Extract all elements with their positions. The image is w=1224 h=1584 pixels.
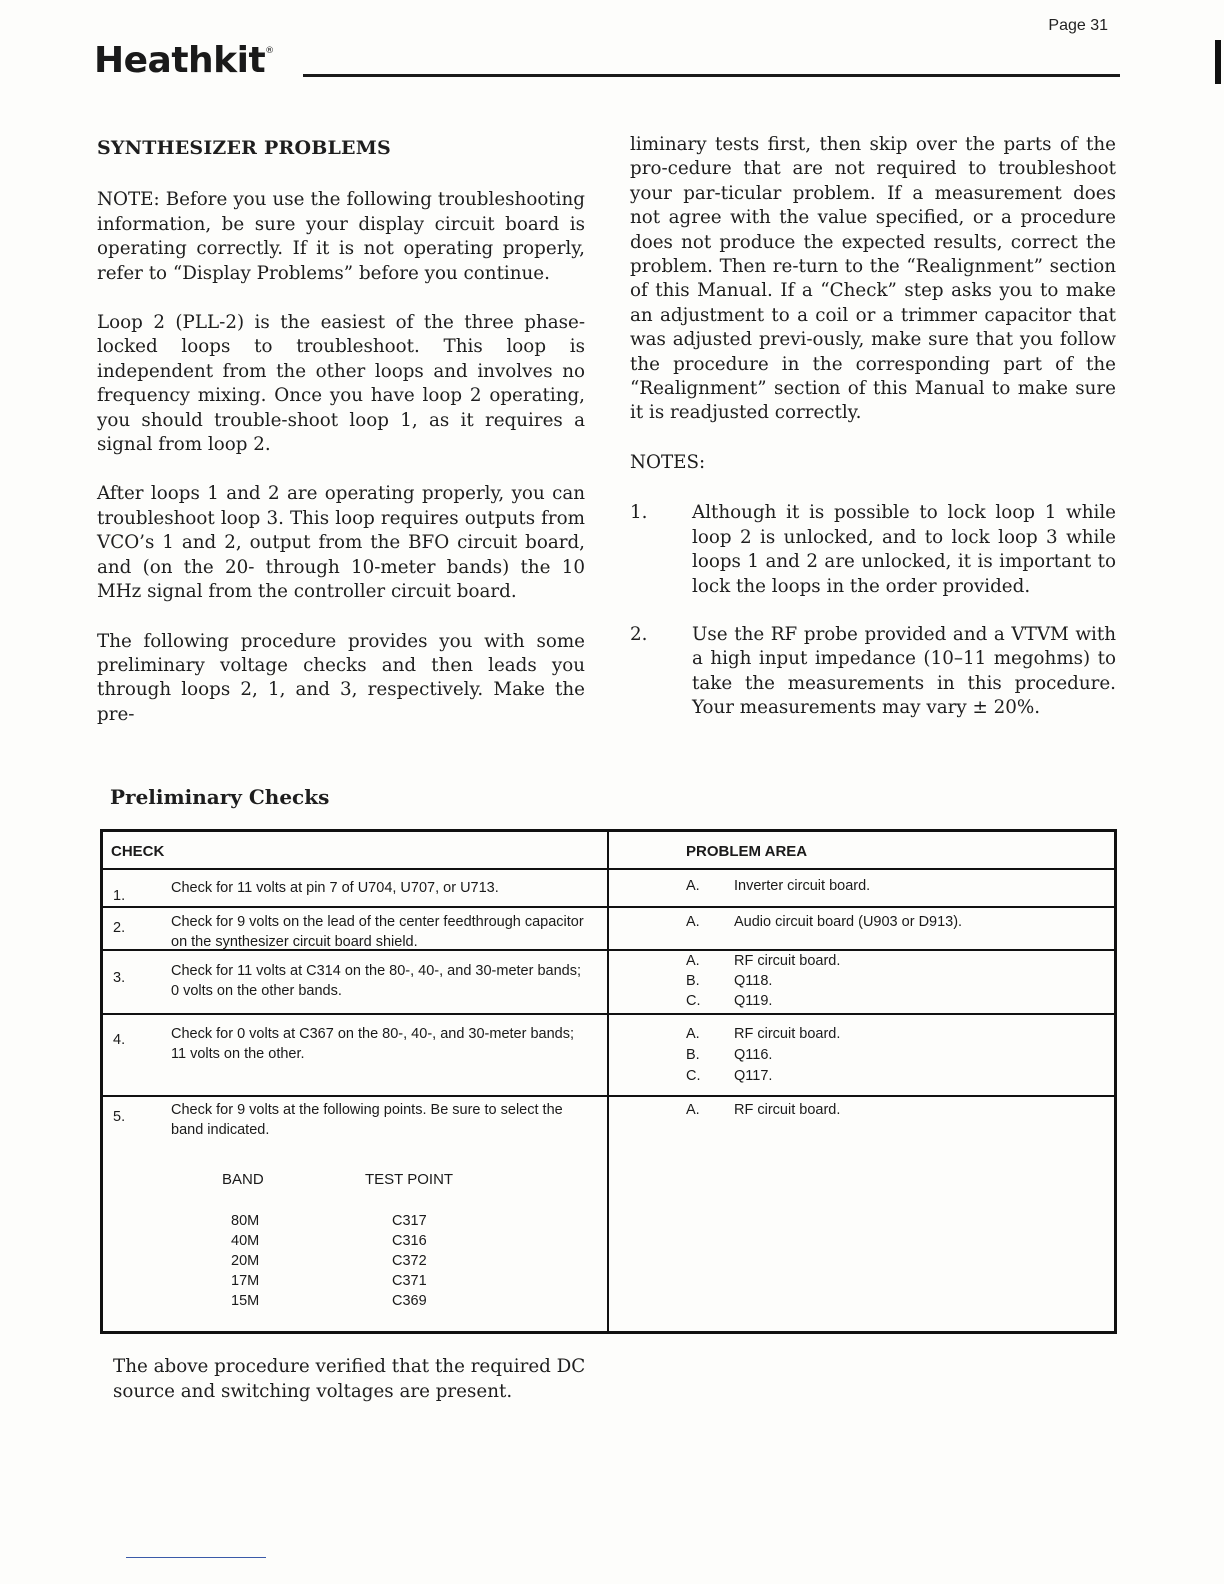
paragraph-loop3: After loops 1 and 2 are operating properly, you can troubleshoot loop 3. This loop requires outputs from VCO’s 1 and 2, output from the BFO circuit board, and (on the 20- through 10-meter bands) the 10 MHz signal from the controller circuit board. [97, 483, 585, 603]
check-text: Check for 0 volts at C367 on the 80-, 40-, and 30-meter bands; 11 volts on the other. [171, 1026, 575, 1062]
problem-letter: A. [686, 878, 700, 894]
row-divider [103, 1013, 1114, 1015]
problem-text: RF circuit board. [734, 953, 841, 969]
row-number: 5. [113, 1109, 126, 1125]
problem-text: Q119. [734, 993, 773, 1009]
row-number: 4. [113, 1032, 126, 1048]
header-problem-area: PROBLEM AREA [686, 843, 808, 860]
problem-letter: A. [686, 1102, 700, 1118]
check-text: Check for 11 volts at C314 on the 80-, 40-, and 30-meter bands; 0 volts on the other bands. [171, 963, 581, 999]
section-title: SYNTHESIZER PROBLEMS [97, 137, 391, 159]
brand-logo [94, 40, 274, 81]
row-divider [103, 906, 1114, 908]
row-number: 2. [113, 920, 126, 936]
notes-heading: NOTES: [630, 451, 706, 473]
test-point-value: C317 [392, 1213, 427, 1229]
checks-title: Preliminary Checks [110, 785, 330, 809]
test-point-header: TEST POINT [365, 1171, 454, 1188]
band-value: 15M [231, 1293, 260, 1309]
header-rule [303, 74, 1120, 77]
page-number: Page 31 [1048, 17, 1108, 34]
closing-paragraph: The above procedure verified that the required DC source and switching voltages are present. [113, 1356, 586, 1402]
check-text: Check for 9 volts at the following points. Be sure to select the band indicated. [171, 1102, 563, 1138]
problem-letter: B. [686, 1047, 700, 1063]
test-point-value: C316 [392, 1233, 427, 1249]
problem-text: RF circuit board. [734, 1026, 841, 1042]
band-header: BAND [222, 1171, 264, 1188]
test-point-value: C372 [392, 1253, 427, 1269]
problem-letter: C. [686, 1068, 701, 1084]
note-item [630, 501, 1116, 599]
problem-text: Q118. [734, 973, 773, 989]
problem-letter: A. [686, 914, 700, 930]
check-text: Check for 11 volts at pin 7 of U704, U707, or U713. [171, 880, 499, 896]
row-number: 1. [113, 888, 126, 904]
note-text: Although it is possible to lock loop 1 while loop 2 is unlocked, and to lock loop 3 while loops 1 and 2 are unlocked, it is important to lock the loops in the order provided. [692, 502, 1116, 597]
band-value: 20M [231, 1253, 260, 1269]
paragraph-note: NOTE: Before you use the following troubleshooting information, be sure your display circuit board is operating correctly. If it is not operating properly, refer to “Display Problems” before you continue. [97, 189, 585, 284]
brand-name: Heathkit [94, 40, 266, 81]
row-divider [103, 868, 1114, 870]
band-value: 80M [231, 1213, 260, 1229]
problem-text: Q117. [734, 1068, 773, 1084]
note-number: 1. [630, 502, 648, 524]
problem-letter: A. [686, 953, 700, 969]
paragraph-loop2: Loop 2 (PLL-2) is the easiest of the three phase-locked loops to troubleshoot. This loop is independent from the other loops and involves no frequency mixing. Once you have loop 2 operating, you should trouble-shoot loop 1, as it requires a signal from loop 2. [97, 312, 585, 456]
note-number: 2. [630, 623, 648, 645]
band-value: 17M [231, 1273, 260, 1289]
problem-letter: A. [686, 1026, 700, 1042]
row-divider [103, 1095, 1114, 1097]
problem-letter: B. [686, 973, 700, 989]
edge-mark [1215, 40, 1221, 84]
paragraph-procedure: The following procedure provides you with some preliminary voltage checks and then leads you through loops 2, 1, and 3, respectively. Make the pre- [97, 630, 585, 725]
paragraph-continued: liminary tests first, then skip over the parts of the pro-cedure that are not required to troubleshoot your par-ticular problem. If a measurement does not agree with the value specified, or a procedure does not produce the expected results, correct the problem. Then re-turn to the “Realignment” section of this Manual. If a “Check” step asks you to make an adjustment to a coil or a trimmer capacitor that was adjusted previ-ously, make sure that you follow the procedure in the corresponding part of the “Realignment” section of this Manual to make sure it is readjusted correctly. [630, 134, 1116, 424]
registered-mark: ® [265, 46, 274, 56]
problem-text: Audio circuit board (U903 or D913). [734, 914, 963, 930]
problem-text: Q116. [734, 1047, 773, 1063]
note-text: Use the RF probe provided and a VTVM with a high input impedance (10–11 megohms) to take the measurements in this procedure. Your measurements may vary ± 20%. [692, 623, 1116, 719]
test-point-value: C371 [392, 1273, 427, 1289]
footer-mark [126, 1557, 266, 1558]
note-item [630, 623, 1116, 721]
header-check: CHECK [111, 843, 165, 860]
row-number: 3. [113, 970, 126, 986]
problem-text: Inverter circuit board. [734, 878, 871, 894]
problem-letter: C. [686, 993, 701, 1009]
right-column [630, 133, 1116, 745]
checks-table [100, 829, 1117, 1334]
test-point-value: C369 [392, 1293, 427, 1309]
problem-text: RF circuit board. [734, 1102, 841, 1118]
check-text: Check for 9 volts on the lead of the center feedthrough capacitor on the synthesizer circuit board shield. [171, 914, 584, 950]
left-column [97, 136, 585, 752]
band-value: 40M [231, 1233, 260, 1249]
